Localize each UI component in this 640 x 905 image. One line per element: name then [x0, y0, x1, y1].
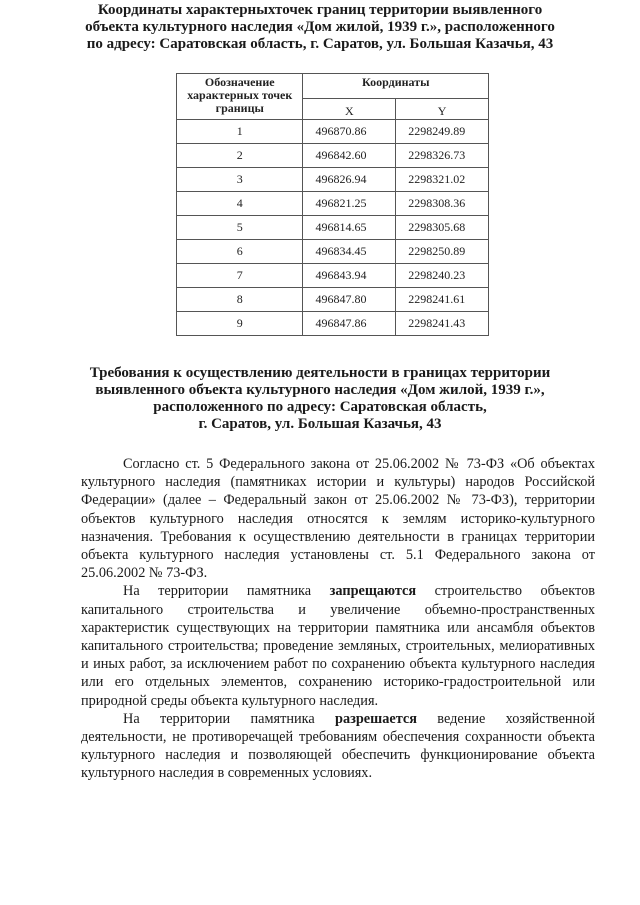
point-number: 8: [177, 288, 303, 312]
table-row: [177, 192, 489, 216]
point-number: 1: [177, 120, 303, 144]
point-number: 7: [177, 264, 303, 288]
x-header: X: [303, 99, 396, 120]
heading-line: расположенного по адресу: Саратовская область,: [153, 399, 487, 415]
y-coordinate: 2298241.43: [396, 312, 489, 336]
x-coordinate: 496870.86: [303, 120, 396, 144]
point-number: 4: [177, 192, 303, 216]
paragraph-prohibitions: [81, 582, 595, 709]
point-number: 2: [177, 144, 303, 168]
y-coordinate: 2298249.89: [396, 120, 489, 144]
heading-line: по адресу: Саратовская область, г. Саратов, ул. Большая Казачья, 43: [86, 36, 554, 52]
coordinates-table: [176, 73, 489, 336]
y-coordinate: 2298308.36: [396, 192, 489, 216]
prohibited-emphasis: запрещаются: [329, 583, 417, 600]
coordinates-header: Координаты: [303, 74, 489, 99]
y-coordinate: 2298305.68: [396, 216, 489, 240]
table-row: [177, 144, 489, 168]
paragraph-text: На территории памятника: [123, 583, 330, 600]
paragraph-law-reference: Согласно ст. 5 Федерального закона от 25.06.2002 № 73-ФЗ «Об объектах культурного наследия (памятниках истории и культуры) народов Российской Федерации» (далее – Федеральный закон от 25.06.2002 № 73-ФЗ), территории объектов культурного наследия относятся к землям историко-культурного назначения. Требования к осуществлению деятельности в границах территории объекта культурного наследия установлены ст. 5.1 Федерального закона от 25.06.2002 № 73-ФЗ.: [81, 456, 595, 582]
requirements-heading: [60, 365, 580, 433]
x-coordinate: 496826.94: [303, 168, 396, 192]
heading-line: выявленного объекта культурного наследия «Дом жилой, 1939 г.»,: [95, 382, 545, 398]
requirements-body: [81, 455, 595, 783]
table-row: [177, 264, 489, 288]
heading-line: объекта культурного наследия «Дом жилой, 1939 г.», расположенного: [85, 19, 555, 35]
point-number: 3: [177, 168, 303, 192]
x-coordinate: 496842.60: [303, 144, 396, 168]
coordinates-heading: [60, 2, 580, 53]
heading-line: г. Саратов, ул. Большая Казачья, 43: [198, 416, 442, 432]
x-coordinate: 496847.80: [303, 288, 396, 312]
x-coordinate: 496847.86: [303, 312, 396, 336]
y-header: Y: [396, 99, 489, 120]
point-number: 9: [177, 312, 303, 336]
y-coordinate: 2298326.73: [396, 144, 489, 168]
point-number: 5: [177, 216, 303, 240]
table-row: [177, 168, 489, 192]
table-row: [177, 120, 489, 144]
y-coordinate: 2298240.23: [396, 264, 489, 288]
point-number: 6: [177, 240, 303, 264]
y-coordinate: 2298241.61: [396, 288, 489, 312]
x-coordinate: 496834.45: [303, 240, 396, 264]
permitted-emphasis: разрешается: [335, 710, 417, 727]
paragraph-permissions: [81, 710, 595, 783]
table-row: [177, 312, 489, 336]
table-row: [177, 216, 489, 240]
heading-line: Требования к осуществлению деятельности в границах территории: [89, 365, 551, 381]
point-designation-header: Обозначение характерных точек границы: [177, 74, 303, 120]
paragraph-text: На территории памятника: [123, 710, 335, 727]
x-coordinate: 496814.65: [303, 216, 396, 240]
table-row: [177, 288, 489, 312]
paragraph-text: строительство объектов капитального строительства и увеличение объемно-пространственных характеристик существующих на территории памятника или ансамбля объектов капитального строительства; проведение земляных, строительных, мелиоративных и иных работ, за исключением работ по сохранению объекта культурного наследия или его отдельных элементов, сохранению историко-градостроительной или природной среды объекта культурного наследия.: [81, 583, 595, 709]
x-coordinate: 496843.94: [303, 264, 396, 288]
y-coordinate: 2298321.02: [396, 168, 489, 192]
x-coordinate: 496821.25: [303, 192, 396, 216]
heading-line: Координаты характерныхточек границ территории выявленного: [97, 2, 543, 18]
table-row: [177, 240, 489, 264]
y-coordinate: 2298250.89: [396, 240, 489, 264]
paragraph-text: ведение хозяйственной деятельности, не противоречащей требованиям обеспечения сохранности объекта культурного наследия и позволяющей обеспечить функционирование объекта культурного наследия в современных условиях.: [81, 710, 595, 782]
